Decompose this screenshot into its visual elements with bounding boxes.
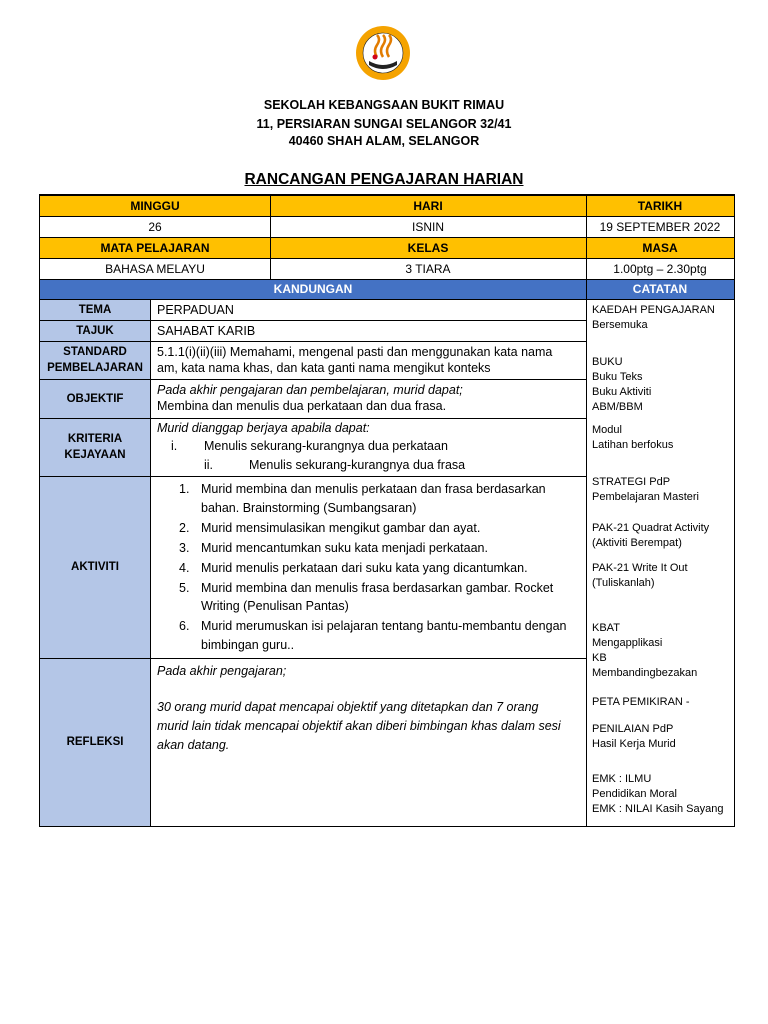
row-line [40,279,734,280]
minggu-header: MINGGU [40,195,270,216]
tarikh-value: 19 SEPTEMBER 2022 [599,219,721,234]
col-line [270,195,271,279]
aktiviti-item: 2. Murid mensimulasikan mengikut gambar dan ayat. [179,520,481,535]
kriteria-text: Murid dianggap berjaya apabila dapat: i. Menulis sekurang-kurangnya dua perkataan ii. Menulis sekurang-kurangnya dua frasa [157,420,582,476]
row-line [40,379,586,380]
minggu-value: 26 [148,219,162,234]
row-line [40,237,734,238]
kelas-value: 3 TIARA [405,261,451,276]
school-address-1: 11, PERSIARAN SUNGAI SELANGOR 32/41 [256,117,512,131]
school-logo [355,25,411,81]
table-border [734,194,735,827]
aktiviti-item: 3. Murid mencantumkan suku kata menjadi perkataan. [179,540,488,555]
row-line [40,341,586,342]
tarikh-header: TARIKH [586,195,734,216]
tema-value: PERPADUAN [157,303,234,317]
hari-value: ISNIN [411,219,444,234]
tema-label: TEMA [40,299,150,320]
school-name: SEKOLAH KEBANGSAAN BUKIT RIMAU [263,98,505,112]
kriteria-label: KRITERIA KEJAYAAN [40,418,150,476]
tajuk-label: TAJUK [40,320,150,341]
tajuk-value: SAHABAT KARIB [157,324,256,338]
col-line [586,195,587,827]
masa-value: 1.00ptg – 2.30ptg [613,261,707,276]
table-border [39,194,40,827]
row-line [40,320,586,321]
row-line [40,418,586,419]
row-line [40,216,734,217]
kriteria-item: ii. Menulis sekurang-kurangnya dua frasa [204,458,466,472]
table-border [39,826,735,827]
table-border [39,194,735,196]
document-title: RANCANGAN PENGAJARAN HARIAN [244,171,524,188]
refleksi-label: REFLEKSI [40,658,150,826]
aktiviti-item: 1. Murid membina dan menulis perkataan dan frasa berdasarkan bahan. Brainstorming (Sumbangsaran) [179,482,546,515]
catatan-notes: KAEDAH PENGAJARAN Bersemuka BUKU Buku Teks Buku Aktiviti ABM/BBM Modul Latihan berfokus STRATEGI PdP Pembelajaran Masteri PAK-21 Quadrat Activity (Aktiviti Berempat) PAK-21 Write It Out (Tuliskanlah) KBAT Mengapplikasi KB Membandingbezakan PETA PEMIKIRAN - PENILAIAN PdP Hasil Kerja Murid EMK : ILMU Pendidikan Moral EMK : NILAI Kasih Sayang [592,304,724,815]
kandungan-header: KANDUNGAN [40,279,586,299]
kriteria-item: i. Menulis sekurang-kurangnya dua perkataan [171,439,448,453]
catatan-header: CATATAN [586,279,734,299]
aktiviti-list [177,480,577,656]
row-line [40,476,586,477]
row-line [40,299,734,300]
row-line [40,658,586,659]
subject-value: BAHASA MELAYU [105,261,205,276]
aktiviti-label: AKTIVITI [40,476,150,658]
kelas-header: KELAS [270,237,586,258]
objektif-label: OBJEKTIF [40,379,150,418]
standard-text: 5.1.1(i)(ii)(iii) Memahami, mengenal pasti dan menggunakan kata nama am, kata nama khas, dan kata ganti nama mengikut konteks [157,345,553,375]
school-address-2: 40460 SHAH ALAM, SELANGOR [288,134,480,148]
subject-header: MATA PELAJARAN [40,237,270,258]
row-line [40,258,734,259]
masa-header: MASA [586,237,734,258]
aktiviti-item: 5. Murid membina dan menulis frasa berdasarkan gambar. Rocket Writing (Penulisan Pantas) [179,580,554,613]
hari-header: HARI [270,195,586,216]
aktiviti-item: 4. Murid menulis perkataan dari suku kata yang dicantumkan. [179,560,528,575]
standard-label: STANDARD PEMBELAJARAN [40,341,150,379]
refleksi-text: Pada akhir pengajaran; 30 orang murid dapat mencapai objektif yang ditetapkan dan 7 orang murid lain tidak mencapai objektif akan diberi bimbingan khas dalam sesi akan datang. [157,664,561,752]
col-line [150,299,151,827]
objektif-text: Pada akhir pengajaran dan pembelajaran, murid dapat; Membina dan menulis dua perkataan dan dua frasa. [157,383,463,413]
aktiviti-item: 6. Murid merumuskan isi pelajaran tentang bantu-membantu dengan bimbingan guru.. [179,619,567,652]
